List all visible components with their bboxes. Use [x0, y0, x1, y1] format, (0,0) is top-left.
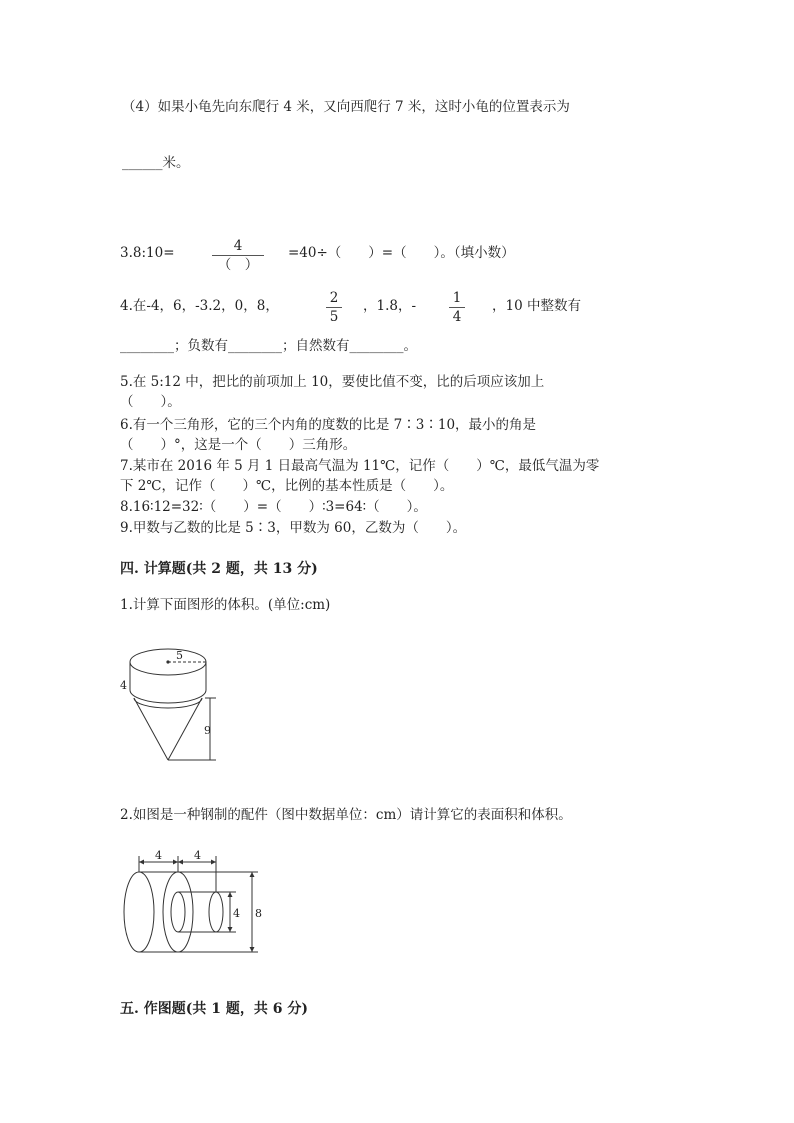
- q9-text: 9.甲数与乙数的比是 5∶3，甲数为 60，乙数为（ ）。: [120, 520, 467, 536]
- q8-text: 8.16∶12=32∶（ ）=（ ）∶3=64∶（ ）。: [120, 499, 427, 515]
- q5-line1: 5.在 5:12 中，把比的前项加上 10，要使比值不变，比的后项应该加上: [120, 374, 545, 390]
- q6-line1: 6.有一个三角形，它的三个内角的度数的比是 7∶3∶10，最小的角是: [120, 417, 537, 433]
- label-cylinder-height: 4: [120, 679, 127, 692]
- qn4-tail: ，10 中整数有: [492, 298, 581, 314]
- qn4-fraction-2: [449, 290, 465, 325]
- label-radius: 5: [176, 649, 183, 662]
- label-big-diameter: 8: [255, 907, 262, 920]
- q4-answer-line: ______米。: [122, 155, 190, 171]
- q3-rest: =40÷（ ）=（ ）。（填小数）: [288, 245, 515, 261]
- q5-line2: （ ）。: [120, 394, 181, 410]
- label-len-b: 4: [194, 850, 201, 862]
- big-cylinder-front-ellipse: [163, 872, 193, 952]
- label-small-diameter: 4: [233, 907, 240, 920]
- small-cylinder-front-ellipse: [209, 892, 223, 932]
- label-cone-height: 9: [204, 724, 211, 737]
- section4-p2: 2.如图是一种钢制的配件（图中数据单位：cm）请计算它的表面积和体积。: [120, 807, 572, 823]
- qn4-line2: ________；负数有________；自然数有________。: [120, 338, 417, 354]
- q3-fraction: [212, 238, 264, 273]
- qn4-mid: ，1.8，-: [363, 298, 417, 314]
- section5-title: 五. 作图题(共 1 题，共 6 分): [120, 1001, 308, 1017]
- qn4-f2-numerator: 1: [452, 290, 462, 306]
- q7-line1: 7.某市在 2016 年 5 月 1 日最高气温为 11℃，记作（ ）℃，最低气温为零: [120, 458, 600, 474]
- q3-lead: 3.8:10=: [120, 245, 175, 261]
- qn4-fraction-1: [326, 290, 342, 325]
- q3-frac-numerator: 4: [233, 238, 243, 254]
- section4-title: 四. 计算题(共 2 题，共 13 分): [120, 561, 318, 577]
- qn4-f1-denominator: 5: [329, 309, 339, 325]
- q6-line2: （ ）°，这是一个（ ）三角形。: [120, 437, 357, 453]
- big-cylinder-back-ellipse: [124, 872, 154, 952]
- cone-right-edge: [168, 698, 202, 760]
- center-dot: [166, 660, 169, 663]
- q4-text: （4）如果小龟先向东爬行 4 米，又向西爬行 7 米，这时小龟的位置表示为: [122, 99, 570, 115]
- figure-cylinder-cone: [112, 640, 242, 770]
- section4-p1: 1.计算下面图形的体积。(单位:cm): [120, 597, 331, 613]
- cylinder-bottom-arc: [130, 690, 206, 703]
- q3-frac-denominator: （ ）: [217, 257, 259, 273]
- qn4-f2-denominator: 4: [452, 309, 462, 325]
- cone-left-edge: [134, 698, 168, 760]
- figure-steel-part: [118, 850, 268, 970]
- q7-line2: 下 2℃，记作（ ）℃，比例的基本性质是（ ）。: [120, 478, 454, 494]
- qn4-f1-numerator: 2: [329, 290, 339, 306]
- qn4-lead: 4.在-4，6，-3.2，0，8，: [120, 298, 279, 314]
- label-len-a: 4: [155, 850, 162, 862]
